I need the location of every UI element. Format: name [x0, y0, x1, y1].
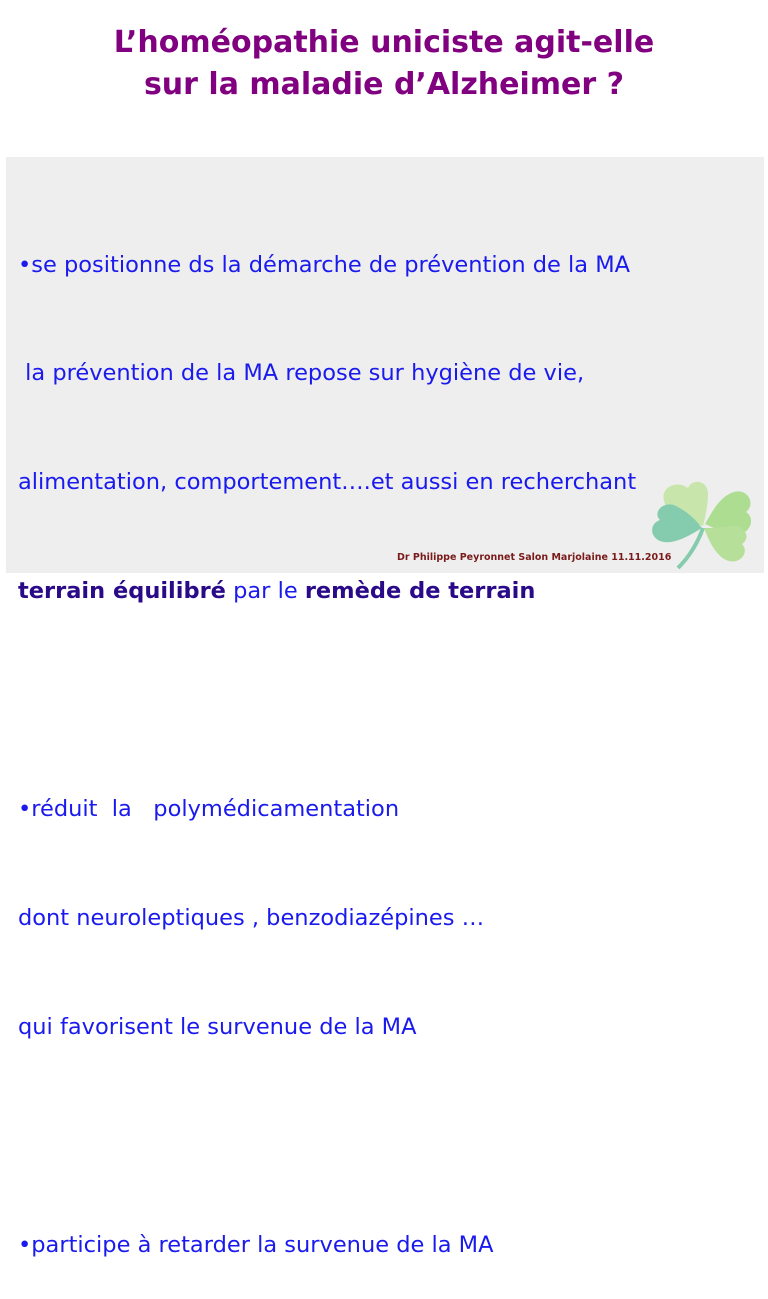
paragraph-spacer	[18, 682, 758, 718]
bullet-2-line-3: qui favorisent le survenue de la MA	[18, 1013, 417, 1040]
slide-body	[18, 174, 758, 1299]
clover-leaf-bottom-right	[704, 526, 747, 562]
emphasis-remede-de-terrain: remède de terrain	[304, 578, 536, 605]
slide-title-line-1: L’homéopathie uniciste agit-elle	[113, 25, 655, 60]
bullet-1-line-2: la prévention de la MA repose sur hygiène de vie,	[18, 360, 585, 387]
bullet-3-line-1: •participe à retarder la survenue de la MA	[18, 1231, 494, 1258]
bullet-2-line-2: dont neuroleptiques , benzodiazépines …	[18, 904, 485, 931]
slide-title-line-2: sur la maladie d’Alzheimer ?	[143, 67, 625, 102]
bullet-1-line-1: •se positionne ds la démarche de prévention de la MA	[18, 251, 631, 278]
footer-credit: Dr Philippe Peyronnet Salon Marjolaine 11.11.2016	[397, 552, 672, 563]
slide-title	[0, 22, 768, 106]
bullet-1-line-3: alimentation, comportement….et aussi en recherchant	[18, 469, 637, 496]
bullet-1-line-4	[18, 573, 758, 609]
emphasis-terrain-equilibre: terrain équilibré	[18, 578, 226, 605]
paragraph-spacer	[18, 1118, 758, 1154]
bullet-1-line-4-text: par le	[225, 578, 305, 605]
bullet-2-line-1: •réduit la polymédicamentation	[18, 796, 400, 823]
